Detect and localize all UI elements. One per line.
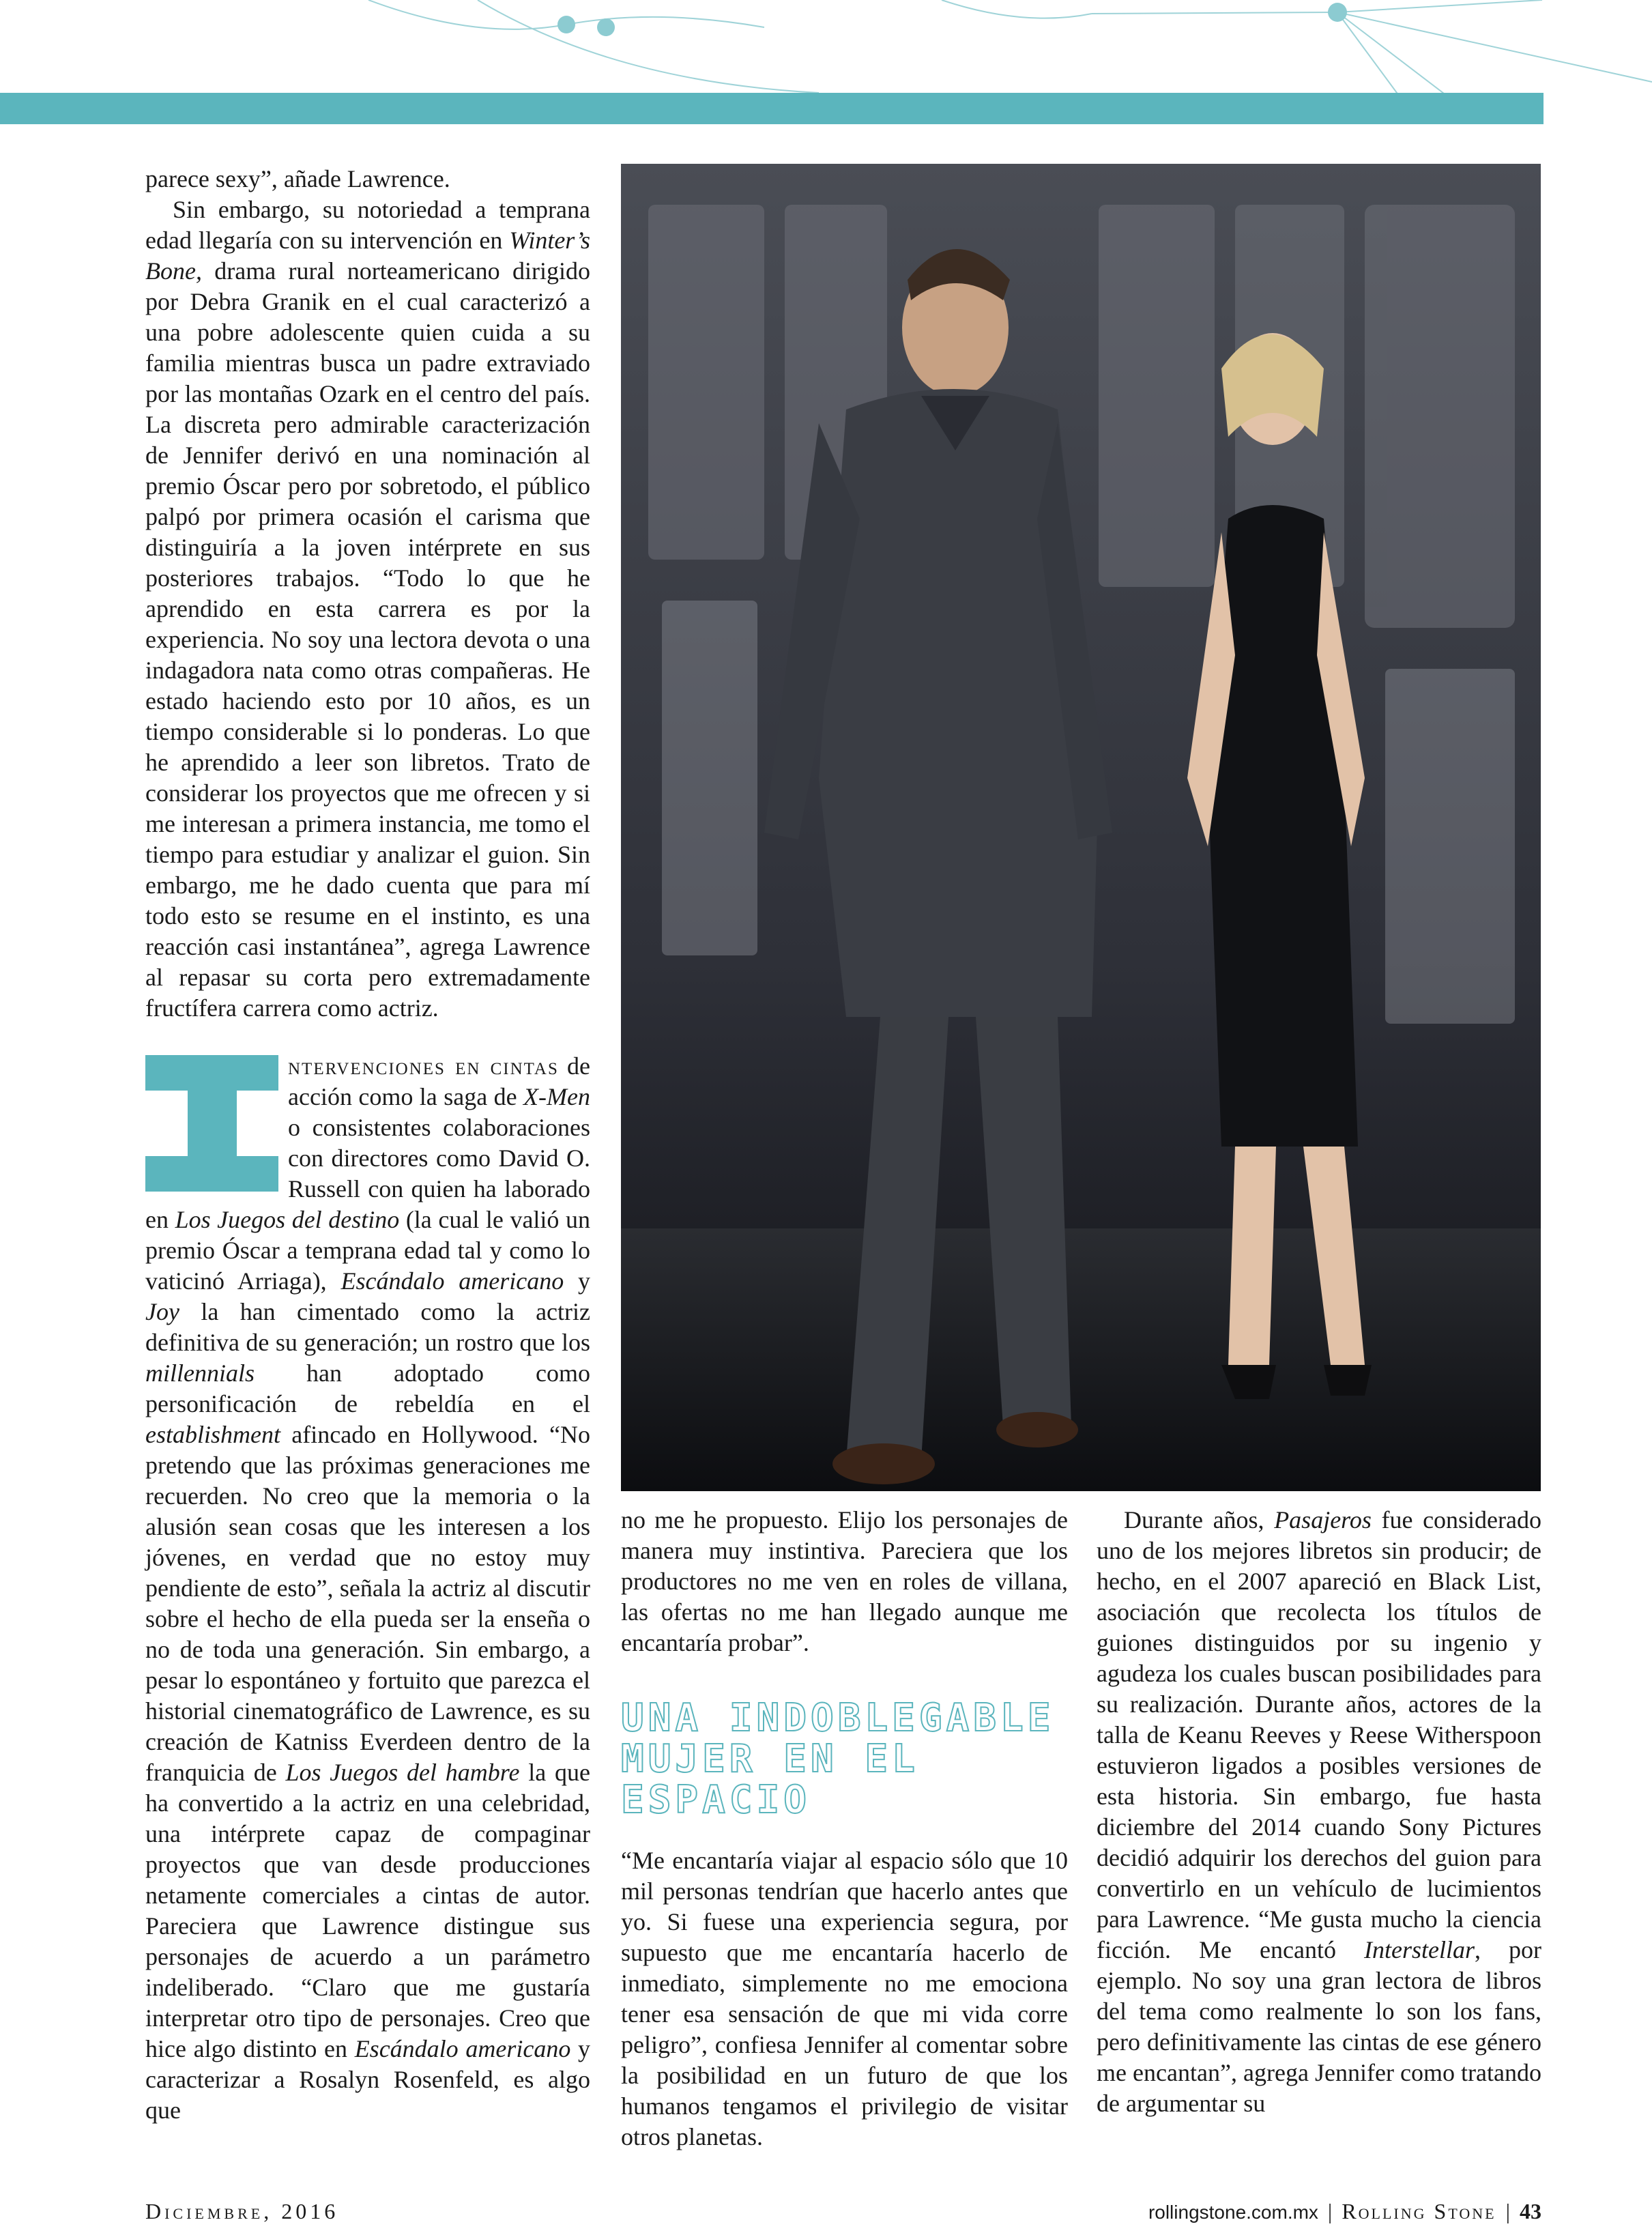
movie-still-image xyxy=(621,164,1541,1491)
footer-date: Diciembre, 2016 xyxy=(145,2199,339,2223)
header-band xyxy=(0,93,1544,124)
column-3 xyxy=(1097,1505,1541,2119)
section-subheading: UNA INDOBLEGABLE MUJER EN EL ESPACIO xyxy=(621,1696,1055,1822)
footer-separator: | xyxy=(1505,2199,1510,2223)
page-number: 43 xyxy=(1520,2199,1541,2223)
paragraph: no me he propuesto. Elijo los personajes de manera muy instintiva. Pareciera que los productores no me ven en roles de villana, las ofertas no me han llegado aunque me encantaría probar”. xyxy=(621,1506,1068,1656)
network-node xyxy=(557,16,575,33)
column-1-lower xyxy=(145,1051,590,2126)
paragraph: ntervenciones en cintas de acción como la saga de X-Men o consistentes colaboraciones con directores como David O. Russell con quien ha laborado en Los Juegos del destino (la cual le valió un premio Óscar a temprana edad tal y como lo vaticinó Arriaga), Escándalo americano y Joy la han cimentado como la actriz definitiva de su generación; un rostro que los millennials han adoptado como personificación de rebeldía en el establishment afincado en Hollywood. “No pretendo que las próximas generaciones me recuerden. No creo que la memoria o la alusión sean cosas que les interesen a los jóvenes, en verdad que no estoy muy pendiente de esto”, señala la actriz al discutir sobre el hecho de ella pueda ser la enseña o no de toda una generación. Sin embargo, a pesar lo espontáneo y fortuito que parezca el historial cinematográfico de Lawrence, es su creación de Katniss Everdeen dentro de la franquicia de Los Juegos del hambre la que ha convertido a la actriz en una celebridad, una intérprete capaz de compaginar proyectos que van desde producciones netamente comerciales a cintas de autor. Pareciera que Lawrence distingue sus personajes de acuerdo a un parámetro indeliberado. “Claro que me gustaría interpretar otro tipo de personajes. Creo que hice algo distinto en Escándalo americano y caracterizar a Rosalyn Rosenfeld, es algo que xyxy=(145,1052,591,2124)
paragraph: Sin embargo, su notoriedad a temprana edad llegaría con su intervención en Winter’s Bone, drama rural norteamericano dirigido por Debra Granik en el cual caracterizó a una pobre adolescente quien cuida a su familia mientras busca un padre extraviado por las montañas Ozark en el centro del país. La discreta pero admirable caracterización de Jennifer derivó en una nominación al premio Óscar pero por sobretodo, el público palpó por primera ocasión el carisma que distinguiría a la joven intérprete en sus posteriores trabajos. “Todo lo que he aprendido en esta carrera es por la experiencia. No soy una lectora devota o una indagadora nata como otras compañeras. He estado haciendo esto por 10 años, es un tiempo considerable si lo ponderas. Lo que he aprendido a leer son libretos. Trato de considerar los proyectos que me ofrecen y si me interesan a primera instancia, me tomo el tiempo para estudiar y analizar el guion. Sin embargo, me he dado cuenta que para mí todo esto se resume en el instinto, es una reacción casi instantánea”, agrega Lawrence al repasar su corta pero extremadamente fructífera carrera como actriz. xyxy=(145,196,590,1022)
column-1 xyxy=(145,164,590,1024)
network-node xyxy=(597,18,615,36)
footer-folio xyxy=(1148,2199,1541,2224)
column-2 xyxy=(621,1505,1068,2152)
network-node xyxy=(1328,3,1347,22)
photo-illustration xyxy=(621,164,1541,1491)
footer-separator: | xyxy=(1327,2199,1333,2223)
paragraph: “Me encantaría viajar al espacio sólo que 10 mil personas tendrían que hacerlo antes que yo. Si fuese una experiencia segura, por supuesto que me encantaría hacerlo de inmediato, simplemente no me emociona tener esa sensación de que mi vida corre peligro”, confiesa Jennifer al comentar sobre la posibilidad en un futuro de que los humanos tengamos el privilegio de visitar otros planetas. xyxy=(621,1847,1068,2150)
dropcap-i-icon xyxy=(145,1055,278,1192)
footer-url: rollingstone.com.mx xyxy=(1148,2202,1318,2223)
paragraph: parece sexy”, añade Lawrence. xyxy=(145,165,450,192)
footer-magazine: Rolling Stone xyxy=(1342,2199,1496,2223)
paragraph: Durante años, Pasajeros fue considerado uno de los mejores libretos sin producir; de hecho, en el 2007 apareció en Black List, asociación que recolecta los títulos de guiones distinguidos por su ingenio y agudeza los cuales buscan posibilidades para su realización. Durante años, actores de la talla de Keanu Reeves y Reese Witherspoon estuvieron ligados a posibles versiones de esta historia. Sin embargo, fue hasta diciembre del 2014 cuando Sony Pictures decidió adquirir los derechos del guion para convertirlo en un vehículo de lucimientos para Lawrence. “Me gusta mucho la ciencia ficción. Me encantó Interstellar, por ejemplo. No soy una gran lectora de libros del tema como realmente lo son los fans, pero definitivamente las cintas de ese género me encantan”, agrega Jennifer como tratando de argumentar su xyxy=(1097,1506,1542,2117)
